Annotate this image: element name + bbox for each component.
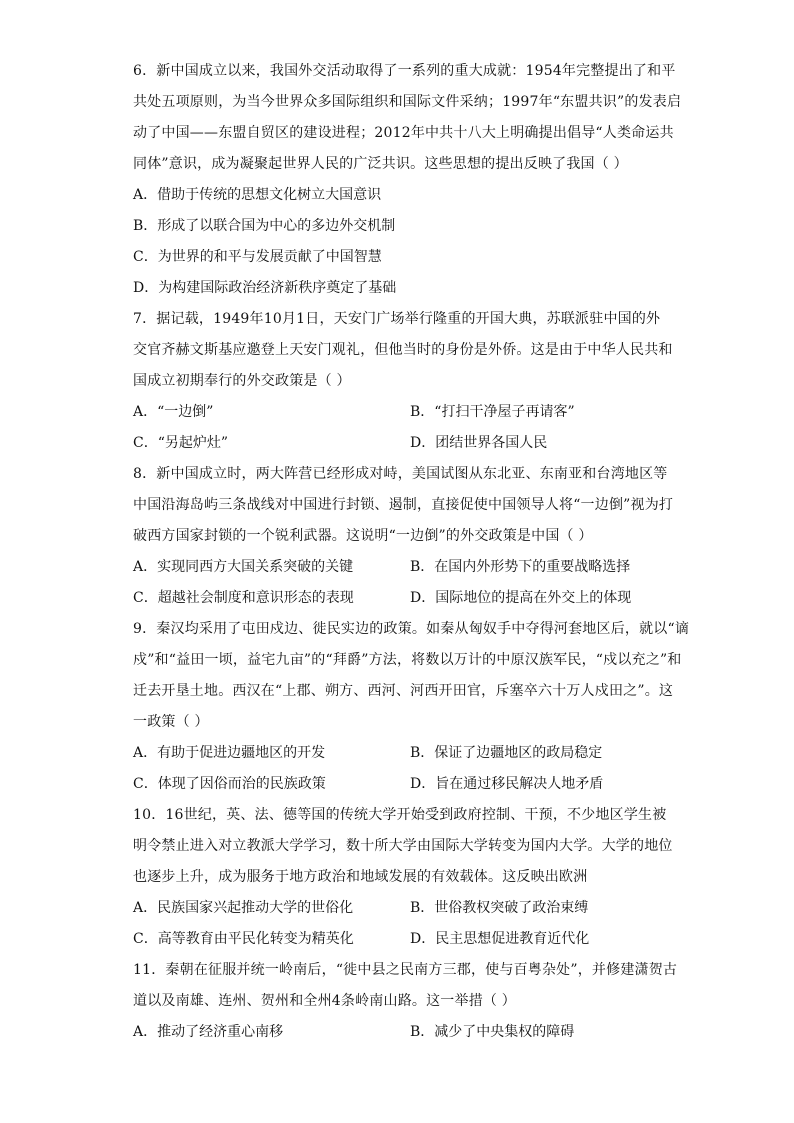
question-8-option-b: B．在国内外形势下的重要战略选择 [410, 559, 631, 575]
question-6-stem-line: 共处五项原则，为当今世界众多国际组织和国际文件采纳；1997年“东盟共识”的发表启 [133, 94, 682, 110]
question-11-option-a: A．推动了经济重心南移 [133, 1024, 284, 1040]
question-6-option-c: C．为世界的和平与发展贡献了中国智慧 [133, 249, 382, 265]
question-7-stem-line: 7．据记载，1949年10月1日，天安门广场举行隆重的开国大典，苏联派驻中国的外 [133, 311, 661, 327]
question-11-stem-line: 道以及南雄、连州、贺州和全州4条岭南山路。这一举措（ ） [133, 993, 516, 1009]
question-6-option-a: A．借助于传统的思想文化树立大国意识 [133, 187, 382, 203]
question-10-option-d: D．民主思想促进教育近代化 [410, 931, 590, 947]
question-6-option-d: D．为构建国际政治经济新秩序奠定了基础 [133, 280, 397, 296]
question-6-option-b: B．形成了以联合国为中心的多边外交机制 [133, 218, 396, 234]
question-9-stem-line: 戍”和“益田一顷，益宅九亩”的“拜爵”方法，将数以万计的中原汉族军民，“戍以充之”和 [133, 652, 682, 668]
question-9-option-a: A．有助于促进边疆地区的开发 [133, 745, 326, 761]
question-7-stem-line: 交官齐赫文斯基应邀登上天安门观礼，但他当时的身份是外侨。这是由于中华人民共和 [133, 342, 673, 358]
question-9-option-c: C．体现了因俗而治的民族政策 [133, 776, 326, 792]
question-6-stem-line: 6．新中国成立以来，我国外交活动取得了一系列的重大成就：1954年完整提出了和平 [133, 63, 676, 79]
question-10-stem-line: 也逐步上升，成为服务于地方政治和地域发展的有效载体。这反映出欧洲 [133, 869, 588, 885]
question-9-option-b: B．保证了边疆地区的政局稳定 [410, 745, 603, 761]
question-10-option-a: A．民族国家兴起推动大学的世俗化 [133, 900, 354, 916]
question-10-stem-line: 10．16世纪，英、法、德等国的传统大学开始受到政府控制、干预，不少地区学生被 [133, 807, 667, 823]
question-11-stem-line: 11．秦朝在征服并统一岭南后，“徙中县之民南方三郡，使与百粤杂处”，并修建潇贺古 [133, 962, 678, 978]
question-9-option-d: D．旨在通过移民解决人地矛盾 [410, 776, 604, 792]
question-7-option-c: C．“另起炉灶” [133, 435, 229, 451]
question-10-option-c: C．高等教育由平民化转变为精英化 [133, 931, 354, 947]
question-8-stem-line: 破西方国家封锁的一个锐利武器。这说明“一边倒”的外交政策是中国（ ） [133, 528, 593, 544]
question-6-stem-line: 动了中国——东盟自贸区的建设进程；2012年中共十八大上明确提出倡导“人类命运共 [133, 125, 674, 141]
question-8-option-c: C．超越社会制度和意识形态的表现 [133, 590, 354, 606]
question-6-stem-line: 同体”意识，成为凝聚起世界人民的广泛共识。这些思想的提出反映了我国（ ） [133, 156, 628, 172]
question-10-option-b: B．世俗教权突破了政治束缚 [410, 900, 589, 916]
question-11-option-b: B．减少了中央集权的障碍 [410, 1024, 575, 1040]
question-8-option-a: A．实现同西方大国关系突破的关键 [133, 559, 354, 575]
question-8-option-d: D．国际地位的提高在外交上的体现 [410, 590, 632, 606]
question-9-stem-line: 一政策（ ） [133, 714, 209, 730]
question-9-stem-line: 9．秦汉均采用了屯田戍边、徙民实边的政策。如秦从匈奴手中夺得河套地区后，就以“谪 [133, 621, 690, 637]
question-9-stem-line: 迁去开垦土地。西汉在“上郡、朔方、西河、河西开田官，斥塞卒六十万人戍田之”。这 [133, 683, 674, 699]
question-7-stem-line: 国成立初期奉行的外交政策是（ ） [133, 373, 351, 389]
question-7-option-a: A．“一边倒” [133, 404, 214, 420]
question-8-stem-line: 8．新中国成立时，两大阵营已经形成对峙，美国试图从东北亚、东南亚和台湾地区等 [133, 466, 668, 482]
question-8-stem-line: 中国沿海岛屿三条战线对中国进行封锁、遏制，直接促使中国领导人将“一边倒”视为打 [133, 497, 674, 513]
question-10-stem-line: 明令禁止进入对立教派大学学习，数十所大学由国际大学转变为国内大学。大学的地位 [133, 838, 673, 854]
question-7-option-d: D．团结世界各国人民 [410, 435, 548, 451]
question-7-option-b: B．“打扫干净屋子再请客” [410, 404, 575, 420]
